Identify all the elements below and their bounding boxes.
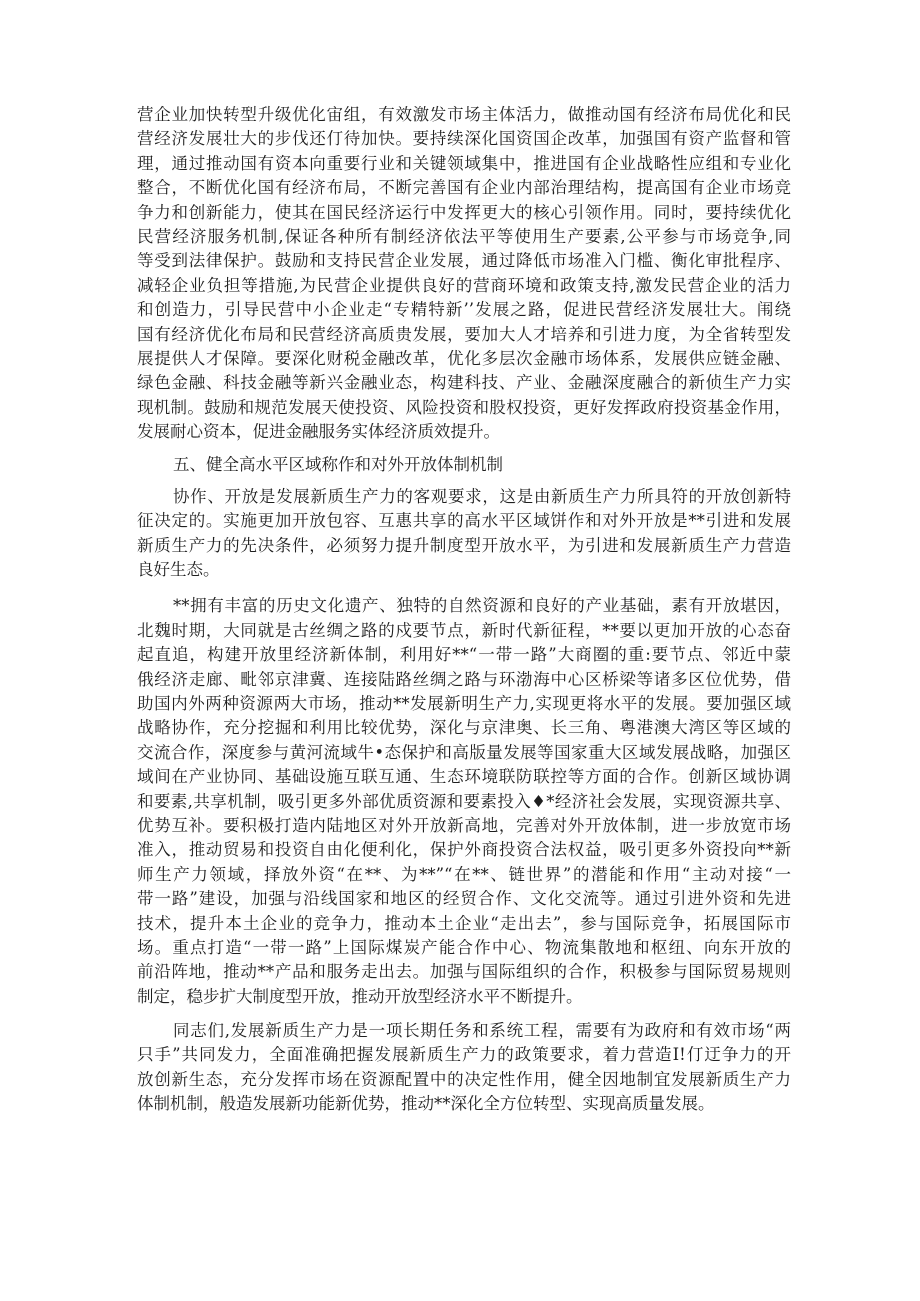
text-line: 绿色金融、科技金融等新兴金融业态，构建科技、产业、金融深度融合的新侦生产力实: [137, 373, 791, 393]
text-line: 减轻企业负担等措施,为民营企业提供良好的营商环境和政策支持,激发民营企业的活力: [137, 275, 791, 295]
text-line: 国有经济优化布局和民营经济高质贵发展，要加大人才培养和引进力度，为全省转型发: [137, 324, 791, 344]
text-line: 整合，不断优化国有经济布局，不断完善国有企业内部治理结构，提高国有企业市场竞: [137, 178, 791, 198]
text-line: 俄经济走廊、毗邻京津冀、连接陆路丝绸之路与环渤海中心区桥梁等诸多区位优势，借: [137, 669, 791, 689]
text-line: 体制机制，般造发展新功能新优势，推动**深化全方位转型、实现高质量发展。: [137, 1094, 715, 1114]
text-line: 前沿阵地，推动**产品和服务走出去。加强与国际组织的合作，积极参与国际贸易规则: [137, 962, 791, 982]
text-line: 交流合作，深度参与黄河流域牛•态保护和高版量发展等国家重大区域发展战略，加强区: [137, 742, 791, 762]
text-line: 和要素,共享机制，吸引更多外部优质资源和要素投入♦*经济社会发展，实现资源共享、: [137, 791, 791, 811]
text-line: 理，通过推动国有资本向重要行业和关键领域集中，推进国有企业战略性应组和专业化: [137, 153, 791, 173]
text-line: 征决定的。实施更加开放包容、互惠共享的高水平区域饼作和对外开放是**引进和发展: [137, 511, 791, 531]
section-heading: 五、健全高水平区域称作和对外开放体制机制: [173, 455, 503, 475]
text-line: 制定，稳步扩大制度型开放，推动开放型经济水平不断提升。: [137, 986, 583, 1006]
paragraph: [137, 594, 791, 1009]
text-line: 现机制。鼓励和规范发展天使投资、风险投资和股权投资，更好发挥政府投资基金作用，: [137, 397, 791, 417]
text-line: 展提供人才保障。要深化财税金融改革，优化多层次金融市场体系，发展供应链金融、: [137, 348, 791, 368]
paragraph: [137, 1019, 791, 1117]
text-line: 和创造力，引导民营中小企业走“专精特新’’发展之路，促进民营经济发展壮大。闱绕: [137, 300, 791, 320]
text-line: 放创新生态，充分发挥市场在资源配置中的决定性作用，健全因地制宜发展新质生产力: [137, 1069, 791, 1089]
text-line: 发展耐心资本，促进金融服务实体经济质效提升。: [137, 422, 500, 442]
text-line: 技术，提升本土企业的竞争力，推动本土企业“走出去”，参与国际竞争，拓展国际市: [137, 913, 791, 933]
text-line: 起直追，构建开放里经济新体制，利用好**“一带一路”大商圈的重:要节点、邻近中蒙: [137, 645, 791, 665]
text-line: 民营经济服务机制,保证各种所有制经济依法平等使用生产要素,公平参与市场竞争,同: [137, 226, 791, 246]
text-line: 准入，推动贸易和投资自由化便利化，保护外商投资合法权益，吸引更多外资投向**新: [137, 840, 791, 860]
text-line: 争力和创新能力，使其在国民经济运行中发挥更大的核心引领作用。同时，要持续优化: [137, 202, 791, 222]
text-line: **拥有丰富的历史文化遗产、独特的自然资源和良好的产业基础，素有开放堪因，: [173, 596, 791, 616]
text-line: 营企业加快转型升级优化宙组，有效激发市场主体活力，做推动国有经济布局优化和民: [137, 105, 791, 124]
text-line: 师生产力领域，择放外资“在**、为**”“在**、链世界”的潜能和作用“主动对接“一: [137, 864, 791, 884]
text-line: 协作、开放是发展新质生产力的客观要求，这是由新质生产力所具符的开放创新特: [173, 486, 791, 506]
text-line: 新质生产力的先决条件，必须努力提升制度型开放水平，为引进和发展新质生产力营造: [137, 535, 791, 555]
text-line: 战略协作，充分挖掘和利用比较优势，深化与京津奥、长三角、粤港澳大湾区等区域的: [137, 718, 791, 738]
paragraph: [137, 103, 791, 444]
text-line: 只手”共同发力，全面准确把握发展新质生产力的政策要求，着力营造I!仃迂争力的开: [137, 1045, 791, 1065]
text-line: 带一路”建设，加强与沿线国家和地区的经贸合作、文化交流等。通过引进外资和先进: [137, 889, 791, 909]
paragraph: [137, 485, 791, 583]
text-line: 助国内外两种资源两大市场，推动**发展新明生产力,实现更将水平的发展。要加强区域: [137, 693, 791, 713]
document-page: [137, 103, 791, 1117]
text-line: 同志们,发展新质生产力是一项长期任务和系统工程，需要有为政府和有效市场“两: [173, 1021, 791, 1041]
text-line: 等受到法律保护。鼓励和支持民营企业发展，通过降低市场准入门槛、衡化审批程序、: [137, 251, 791, 271]
text-line: 北魏时期，大同就是古丝绸之路的戍要节点，新时代新征程，**要以更加开放的心态奋: [137, 620, 791, 640]
text-line: 场。重点打造“一带一路”上国际煤炭产能合作中心、物流集散地和枢纽、向东开放的: [137, 937, 791, 957]
text-line: 营经济发展壮大的步伐还仃待加快。要持续深化国资国企改革，加强国有资产监督和管: [137, 129, 791, 149]
text-line: 域间在产业协同、基础设施互联互通、生态环境联防联控等方面的合作。创新区域协调: [137, 767, 791, 787]
text-line: 优势互补。要积极打造内陆地区对外开放新高地，完善对外开放体制，进一步放宽市场: [137, 815, 791, 835]
text-line: 良好生态。: [137, 560, 220, 580]
